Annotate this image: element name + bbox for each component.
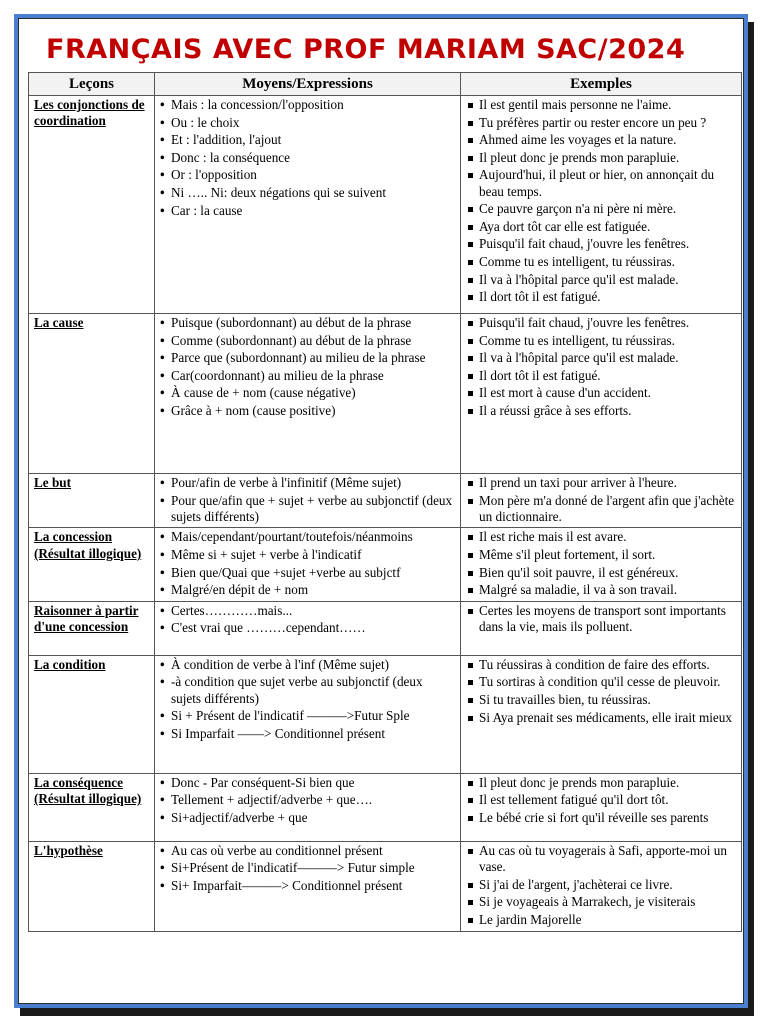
example-item: Il est mort à cause d'un accident. xyxy=(466,385,736,401)
table-row xyxy=(29,655,742,773)
means-item: • -à condition que sujet verbe au subjonctif (deux sujets différents) xyxy=(160,674,455,707)
examples-cell xyxy=(461,314,742,474)
examples-cell xyxy=(461,841,742,931)
means-item: • Puisque (subordonnant) au début de la phrase xyxy=(160,315,455,331)
lesson-title: L'hypothèse xyxy=(29,841,155,931)
means-item: • Pour que/afin que + sujet + verbe au subjonctif (deux sujets différents) xyxy=(160,493,455,526)
table-header-row xyxy=(29,73,742,96)
lesson-title: La conséquence (Résultat illogique) xyxy=(29,773,155,841)
example-item: Il a réussi grâce à ses efforts. xyxy=(466,403,736,419)
example-item: Aujourd'hui, il pleut or hier, on annonçait du beau temps. xyxy=(466,167,736,200)
lesson-title: Les conjonctions de coordination xyxy=(29,96,155,314)
examples-list xyxy=(466,657,736,726)
means-item: • Même si + sujet + verbe à l'indicatif xyxy=(160,547,455,563)
means-cell xyxy=(155,314,461,474)
means-cell xyxy=(155,655,461,773)
example-item: Bien qu'il soit pauvre, il est généreux. xyxy=(466,565,736,581)
header-examples: Exemples xyxy=(461,73,742,96)
means-cell xyxy=(155,528,461,601)
example-item: Il est riche mais il est avare. xyxy=(466,529,736,545)
means-item: • Or : l'opposition xyxy=(160,167,455,183)
example-item: Si Aya prenait ses médicaments, elle irait mieux xyxy=(466,710,736,726)
table-row xyxy=(29,841,742,931)
lesson-title: La condition xyxy=(29,655,155,773)
means-list xyxy=(160,97,455,219)
example-item: Au cas où tu voyagerais à Safi, apporte-moi un vase. xyxy=(466,843,736,876)
example-item: Puisqu'il fait chaud, j'ouvre les fenêtres. xyxy=(466,315,736,331)
means-list xyxy=(160,775,455,826)
lesson-table xyxy=(28,72,742,932)
examples-list xyxy=(466,843,736,928)
example-item: Comme tu es intelligent, tu réussiras. xyxy=(466,333,736,349)
example-item: Il est tellement fatigué qu'il dort tôt. xyxy=(466,792,736,808)
examples-list xyxy=(466,603,736,636)
means-item: • Et : l'addition, l'ajout xyxy=(160,132,455,148)
examples-list xyxy=(466,475,736,525)
means-item: • Malgré/en dépit de + nom xyxy=(160,582,455,598)
means-item: • Car : la cause xyxy=(160,203,455,219)
lesson-title: Raisonner à partir d'une concession xyxy=(29,601,155,655)
header-lessons: Leçons xyxy=(29,73,155,96)
example-item: Puisqu'il fait chaud, j'ouvre les fenêtres. xyxy=(466,236,736,252)
means-item: • Ni ….. Ni: deux négations qui se suivent xyxy=(160,185,455,201)
means-item: • Donc : la conséquence xyxy=(160,150,455,166)
example-item: Aya dort tôt car elle est fatiguée. xyxy=(466,219,736,235)
means-item: • Mais : la concession/l'opposition xyxy=(160,97,455,113)
means-item: • Si Imparfait ——> Conditionnel présent xyxy=(160,726,455,742)
means-cell xyxy=(155,773,461,841)
table-body xyxy=(29,96,742,932)
example-item: Comme tu es intelligent, tu réussiras. xyxy=(466,254,736,270)
examples-cell xyxy=(461,655,742,773)
table-row xyxy=(29,314,742,474)
example-item: Ce pauvre garçon n'a ni père ni mère. xyxy=(466,201,736,217)
means-item: • À condition de verbe à l'inf (Même sujet) xyxy=(160,657,455,673)
means-item: • Au cas où verbe au conditionnel présent xyxy=(160,843,455,859)
example-item: Il pleut donc je prends mon parapluie. xyxy=(466,150,736,166)
means-item: • Tellement + adjectif/adverbe + que…. xyxy=(160,792,455,808)
examples-list xyxy=(466,97,736,306)
examples-list xyxy=(466,775,736,826)
page-title: FRANÇAIS AVEC PROF MARIAM SAC/2024 xyxy=(46,34,686,65)
example-item: Il est gentil mais personne ne l'aime. xyxy=(466,97,736,113)
means-list xyxy=(160,529,455,598)
means-list xyxy=(160,315,455,419)
example-item: Ahmed aime les voyages et la nature. xyxy=(466,132,736,148)
example-item: Si tu travailles bien, tu réussiras. xyxy=(466,692,736,708)
examples-cell xyxy=(461,474,742,528)
means-item: • Pour/afin de verbe à l'infinitif (Même sujet) xyxy=(160,475,455,491)
means-item: • Si+ Imparfait———> Conditionnel présent xyxy=(160,878,455,894)
table-row xyxy=(29,96,742,314)
table-row xyxy=(29,528,742,601)
examples-cell xyxy=(461,601,742,655)
example-item: Malgré sa maladie, il va à son travail. xyxy=(466,582,736,598)
examples-cell xyxy=(461,96,742,314)
lesson-title: La concession (Résultat illogique) xyxy=(29,528,155,601)
means-item: • C'est vrai que ………cependant…… xyxy=(160,620,455,636)
means-item: • Car(coordonnant) au milieu de la phrase xyxy=(160,368,455,384)
means-item: • Si+adjectif/adverbe + que xyxy=(160,810,455,826)
example-item: Tu sortiras à condition qu'il cesse de pleuvoir. xyxy=(466,674,736,690)
lesson-title: Le but xyxy=(29,474,155,528)
means-item: • Si + Présent de l'indicatif ———>Futur Sple xyxy=(160,708,455,724)
means-cell xyxy=(155,841,461,931)
example-item: Tu réussiras à condition de faire des efforts. xyxy=(466,657,736,673)
table-row xyxy=(29,773,742,841)
example-item: Il va à l'hôpital parce qu'il est malade. xyxy=(466,350,736,366)
example-item: Il dort tôt il est fatigué. xyxy=(466,289,736,305)
examples-list xyxy=(466,315,736,419)
example-item: Il va à l'hôpital parce qu'il est malade. xyxy=(466,272,736,288)
lesson-title: La cause xyxy=(29,314,155,474)
header-means: Moyens/Expressions xyxy=(155,73,461,96)
means-item: • Donc - Par conséquent-Si bien que xyxy=(160,775,455,791)
examples-cell xyxy=(461,773,742,841)
example-item: Certes les moyens de transport sont importants dans la vie, mais ils polluent. xyxy=(466,603,736,636)
means-list xyxy=(160,843,455,894)
means-cell xyxy=(155,96,461,314)
means-item: • Bien que/Quai que +sujet +verbe au subjctf xyxy=(160,565,455,581)
means-item: • Parce que (subordonnant) au milieu de la phrase xyxy=(160,350,455,366)
examples-cell xyxy=(461,528,742,601)
example-item: Mon père m'a donné de l'argent afin que j'achète un dictionnaire. xyxy=(466,493,736,526)
table-row xyxy=(29,474,742,528)
example-item: Il dort tôt il est fatigué. xyxy=(466,368,736,384)
examples-list xyxy=(466,529,736,598)
example-item: Il prend un taxi pour arriver à l'heure. xyxy=(466,475,736,491)
means-item: • À cause de + nom (cause négative) xyxy=(160,385,455,401)
example-item: Si j'ai de l'argent, j'achèterai ce livre. xyxy=(466,877,736,893)
example-item: Il pleut donc je prends mon parapluie. xyxy=(466,775,736,791)
means-item: • Si+Présent de l'indicatif———> Futur simple xyxy=(160,860,455,876)
means-item: • Comme (subordonnant) au début de la phrase xyxy=(160,333,455,349)
means-list xyxy=(160,603,455,637)
means-list xyxy=(160,657,455,742)
means-item: • Ou : le choix xyxy=(160,115,455,131)
example-item: Si je voyageais à Marrakech, je visiterais xyxy=(466,894,736,910)
means-item: • Certes…………mais... xyxy=(160,603,455,619)
example-item: Même s'il pleut fortement, il sort. xyxy=(466,547,736,563)
means-list xyxy=(160,475,455,525)
means-item: • Grâce à + nom (cause positive) xyxy=(160,403,455,419)
example-item: Le bébé crie si fort qu'il réveille ses parents xyxy=(466,810,736,826)
example-item: Tu préfères partir ou rester encore un peu ? xyxy=(466,115,736,131)
means-cell xyxy=(155,474,461,528)
table-row xyxy=(29,601,742,655)
example-item: Le jardin Majorelle xyxy=(466,912,736,928)
means-cell xyxy=(155,601,461,655)
means-item: • Mais/cependant/pourtant/toutefois/néanmoins xyxy=(160,529,455,545)
